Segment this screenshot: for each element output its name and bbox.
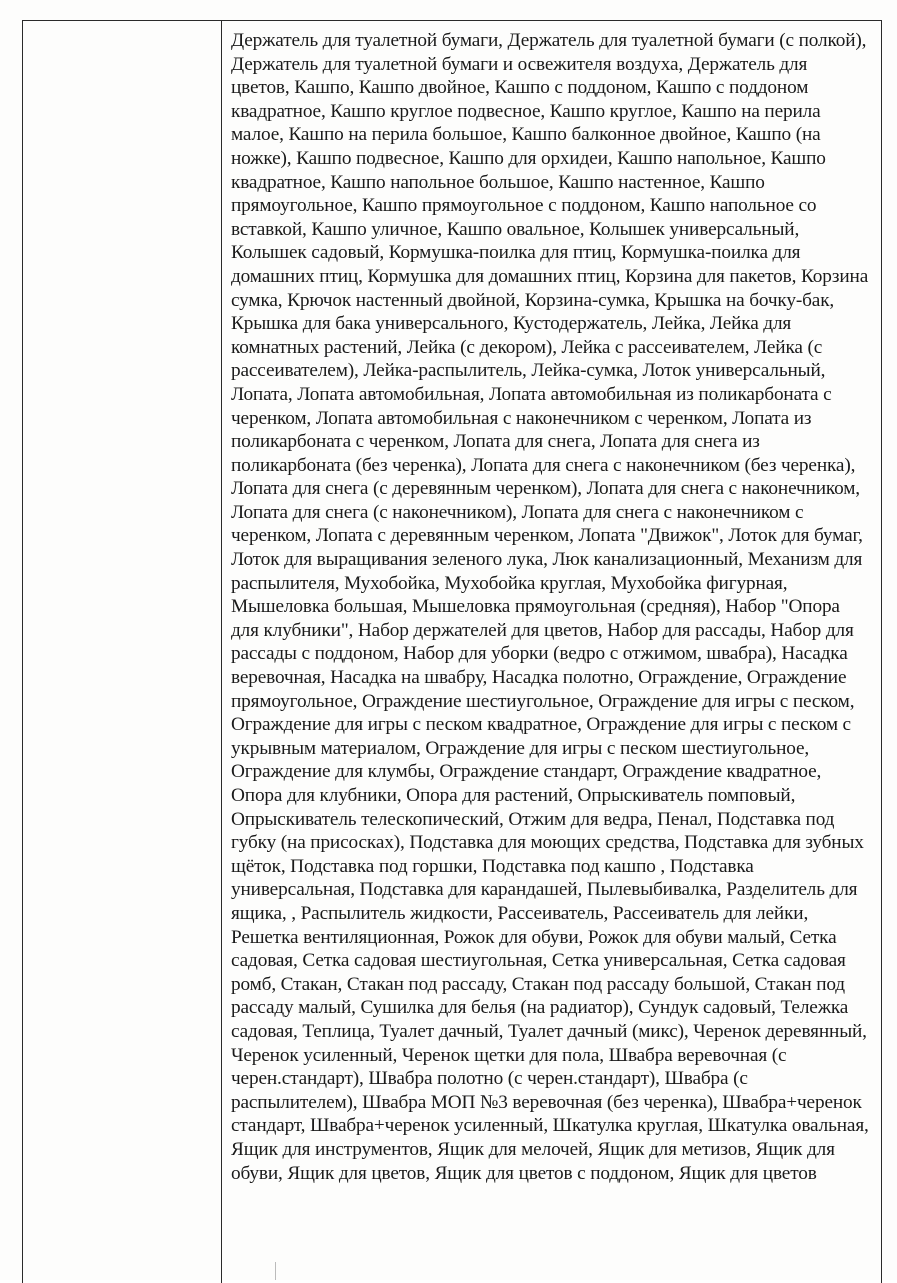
product-list-table [22,20,882,1283]
product-list-text: Держатель для туалетной бумаги, Держатель для туалетной бумаги (с полкой), Держатель для туалетной бумаги и освежителя воздуха, Держатель для цветов, Кашпо, Кашпо двойное, Кашпо с поддоном, Кашпо с поддоном квадратное, Кашпо круглое подвесное, Кашпо круглое, Кашпо на перила малое, Кашпо на перила большое, Кашпо балконное двойное, Кашпо (на ножке), Кашпо подвесное, Кашпо для орхидеи, Кашпо напольное, Кашпо квадратное, Кашпо напольное большое, Кашпо настенное, Кашпо прямоугольное, Кашпо прямоугольное с поддоном, Кашпо напольное со вставкой, Кашпо уличное, Кашпо овальное, Колышек универсальный, Колышек садовый, Кормушка-поилка для птиц, Кормушка-поилка для домашних птиц, Кормушка для домашних птиц, Корзина для пакетов, Корзина сумка, Крючок настенный двойной, Корзина-сумка, Крышка на бочку-бак, Крышка для бака универсального, Кустодержатель, Лейка, Лейка для комнатных растений, Лейка (с декором), Лейка с рассеивателем, Лейка (с рассеивателем), Лейка-распылитель, Лейка-сумка, Лоток универсальный, Лопата, Лопата автомобильная, Лопата автомобильная из поликарбоната с черенком, Лопата автомобильная с наконечником с черенком, Лопата из поликарбоната с черенком, Лопата для снега, Лопата для снега из поликарбоната (без черенка), Лопата для снега с наконечником (без черенка), Лопата для снега (с деревянным черенком), Лопата для снега с наконечником, Лопата для снега (с наконечником), Лопата для снега с наконечником с черенком, Лопата с деревянным черенком, Лопата "Движок", Лоток для бумаг, Лоток для выращивания зеленого лука, Люк канализационный, Механизм для распылителя, Мухобойка, Мухобойка круглая, Мухобойка фигурная, Мышеловка большая, Мышеловка прямоугольная (средняя), Набор "Опора для клубники", Набор держателей для цветов, Набор для рассады, Набор для рассады с поддоном, Набор для уборки (ведро с отжимом, швабра), Насадка веревочная, Насадка на швабру, Насадка полотно, Ограждение, Ограждение прямоугольное, Ограждение шестиугольное, Ограждение для игры с песком, Ограждение для игры с песком квадратное, Ограждение для игры с песком с укрывным материалом, Ограждение для игры с песком шестиугольное, Ограждение для клумбы, Ограждение стандарт, Ограждение квадратное, Опора для клубники, Опора для растений, Опрыскиватель помповый, Опрыскиватель телескопический, Отжим для ведра, Пенал, Подставка под губку (на присосках), Подставка для моющих средства, Подставка для зубных щёток, Подставка под горшки, Подставка под кашпо , Подставка универсальная, Подставка для карандашей, Пылевыбивалка, Разделитель для ящика, , Распылитель жидкости, Рассеиватель, Рассеиватель для лейки, Решетка вентиляционная, Рожок для обуви, Рожок для обуви малый, Сетка садовая, Сетка садовая шестиугольная, Сетка универсальная, Сетка садовая ромб, Стакан, Стакан под рассаду, Стакан под рассаду большой, Стакан под рассаду малый, Сушилка для белья (на радиатор), Сундук садовый, Тележка садовая, Теплица, Туалет дачный, Туалет дачный (микс), Черенок деревянный, Черенок усиленный, Черенок щетки для пола, Швабра веревочная (с черен.стандарт), Швабра полотно (с черен.стандарт), Швабра (с распылителем), Швабра МОП №3 веревочная (без черенка), Швабра+черенок стандарт, Швабра+черенок усиленный, Шкатулка круглая, Шкатулка овальная, Ящик для инструментов, Ящик для мелочей, Ящик для метизов, Ящик для обуви, Ящик для цветов, Ящик для цветов с поддоном, Ящик для цветов [231,30,869,1184]
table-cell-right [223,21,881,1283]
scan-artifact-line [275,1262,276,1280]
table-cell-left [23,21,222,1283]
